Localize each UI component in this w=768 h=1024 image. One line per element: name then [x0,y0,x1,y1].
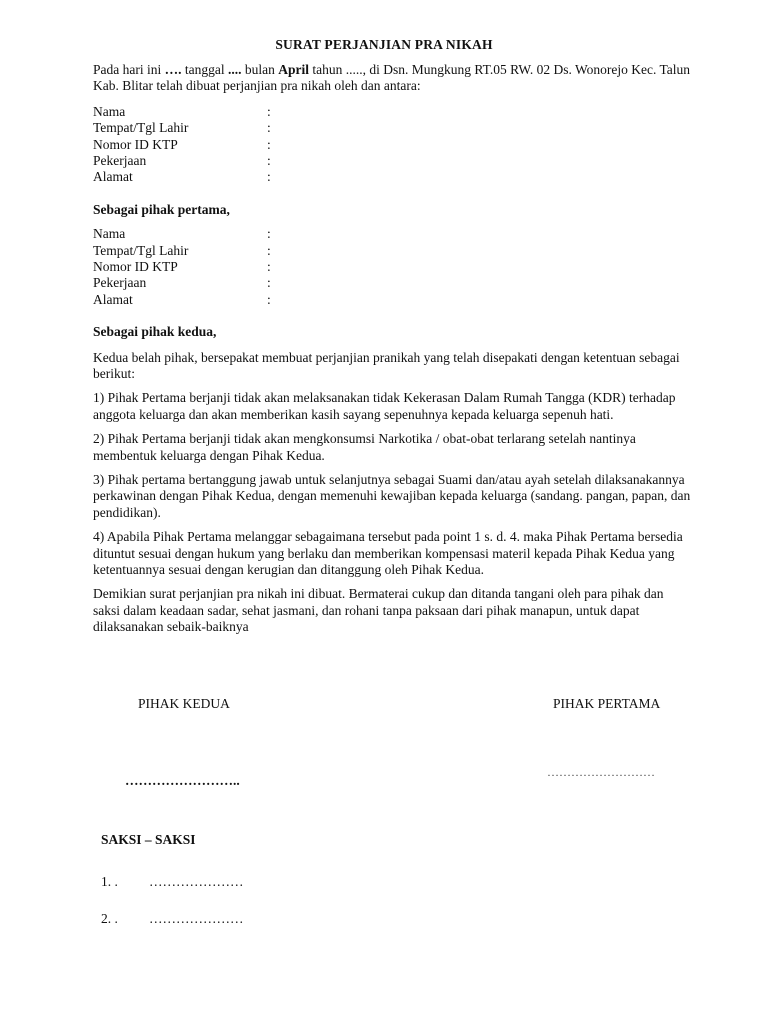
party2-fields [93,226,693,308]
document-body [93,62,693,644]
field-row [93,104,693,120]
signature-line-pihak-kedua: …………………….. [125,773,240,788]
witness-number: 1. . [101,874,118,889]
document-title: SURAT PERJANJIAN PRA NIKAH [275,37,493,52]
clause-2: 2) Pihak Pertama berjanji tidak akan mengkonsumsi Narkotika / obat-obat terlarang setelah nantinya membentuk keluarga dengan Pihak Kedua. [93,431,636,463]
closing-paragraph: Demikian surat perjanjian pra nikah ini dibuat. Bermaterai cukup dan ditanda tangani oleh para pihak dan saksi dalam keadaan sadar, sehat jasmani, dan rohani tanpa paksaan dari pihak manapun, untuk dapat dilaksanakan sebaik-baiknya [93,586,664,635]
field-colon: : [267,152,271,168]
intro-text-3: bulan [241,62,279,77]
field-colon: : [267,136,271,152]
witness-number: 2. . [101,911,118,926]
field-colon: : [267,242,271,258]
field-colon: : [267,275,271,291]
party1-fields [93,104,693,186]
witness-signature-line: ………………… [149,911,244,926]
field-label: Pekerjaan [93,152,147,168]
field-row [93,120,693,136]
witness-item [101,874,244,890]
field-row [93,153,693,169]
intro-text-4: tahun ....., di Dsn. Mungkung RT.05 RW. 02 Ds. Wonorejo Kec. Talun Kab. Blitar telah dibuat perjanjian pra nikah oleh dan antara: [93,62,691,94]
intro-date-dots: .... [227,62,242,77]
witness-item [101,911,244,927]
clause-1: 1) Pihak Pertama berjanji tidak akan melaksanakan tidak Kekerasan Dalam Rumah Tangga (KDR) terhadap anggota keluarga dan akan memberikan kasih sayang sepenuhnya kepada keluarga sepenuh hati. [93,390,676,422]
field-row [93,275,693,291]
field-label: Tempat/Tgl Lahir [93,120,189,136]
field-label: Nomor ID KTP [93,258,178,274]
witness-title: SAKSI – SAKSI [101,832,196,847]
signature-label-pihak-kedua: PIHAK KEDUA [138,696,230,711]
field-colon: : [267,169,271,185]
field-row [93,137,693,153]
signature-line-pihak-pertama: ……………………… [547,765,655,779]
field-colon: : [267,226,271,242]
field-row [93,169,693,185]
intro-day-dots: …. [164,62,182,77]
field-row [93,226,693,242]
signature-label-pihak-pertama: PIHAK PERTAMA [553,696,661,711]
intro-paragraph [93,62,693,95]
field-row [93,292,693,308]
field-colon: : [267,291,271,307]
field-label: Tempat/Tgl Lahir [93,242,189,258]
party1-label: Sebagai pihak pertama, [93,201,230,217]
field-label: Nama [93,226,126,242]
field-row [93,243,693,259]
intro-text-2: tanggal [181,62,228,77]
party2-label: Sebagai pihak kedua, [93,324,217,340]
field-row [93,259,693,275]
witness-signature-line: ………………… [149,874,244,889]
intro-text-1: Pada hari ini [93,62,165,77]
clause-3: 3) Pihak pertama bertanggung jawab untuk selanjutnya sebagai Suami dan/atau ayah setelah dilaksanakannya perkawinan dengan Pihak Kedua, dengan memenuhi kewajiban kepada keluarga (sandang. pangan, papan, dan pendidikan). [93,471,691,520]
field-colon: : [267,120,271,136]
field-label: Nomor ID KTP [93,136,178,152]
field-label: Nama [93,103,126,119]
field-colon: : [267,103,271,119]
intro-month: April [278,62,309,77]
field-label: Alamat [93,291,133,307]
agreement-intro: Kedua belah pihak, bersepakat membuat perjanjian pranikah yang telah disepakati dengan ketentuan sebagai berikut: [93,349,680,381]
field-label: Alamat [93,169,133,185]
field-label: Pekerjaan [93,275,147,291]
clause-4: 4) Apabila Pihak Pertama melanggar sebagaimana tersebut pada point 1 s. d. 4. maka Pihak Pertama bersedia dituntut sesuai dengan hukum yang berlaku dan memberikan kompensasi materil kepada Pihak Kedua yang ketentuannya sesuai dengan kerugian dan ditanggung oleh Pihak Kedua. [93,529,683,577]
field-colon: : [267,258,271,274]
